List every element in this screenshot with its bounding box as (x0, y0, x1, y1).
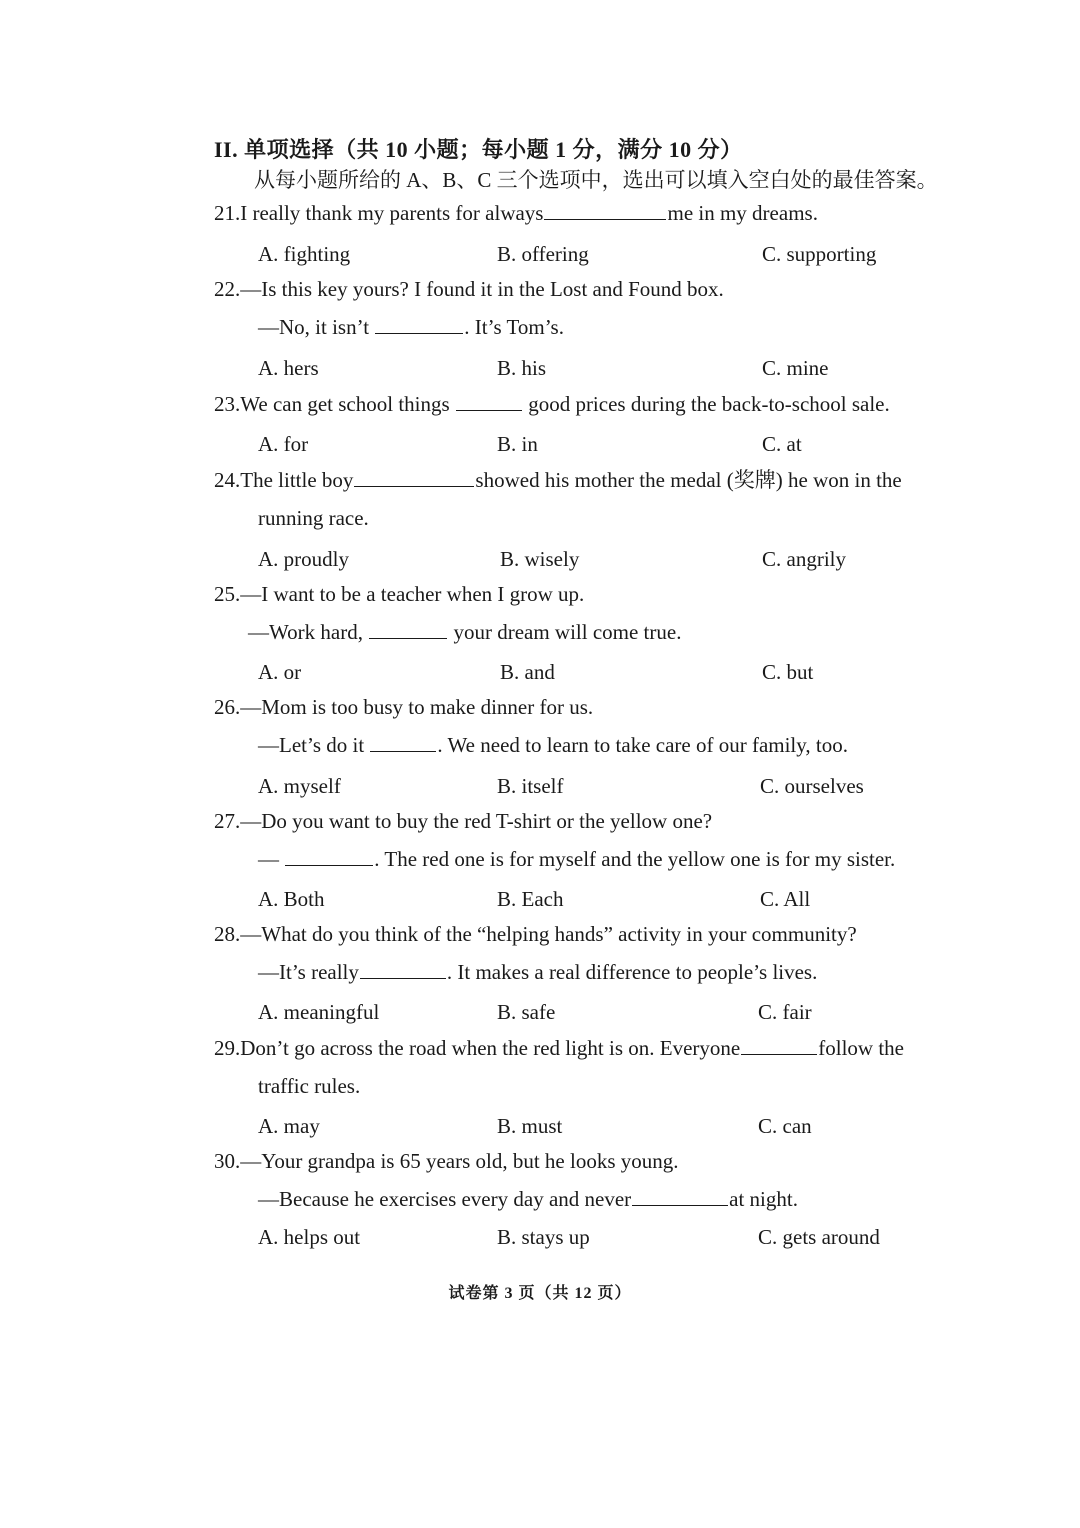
section-instruction: 从每小题所给的 A、B、C 三个选项中，选出可以填入空白处的最佳答案。 (254, 168, 938, 192)
page-footer: 试卷第 3 页（共 12 页） (448, 1285, 632, 1302)
question-text: —I want to be a teacher when I grow up. (240, 582, 585, 606)
answer-blank[interactable] (632, 1186, 728, 1206)
question-text: —Mom is too busy to make dinner for us. (240, 695, 594, 719)
answer-option: B. Each (497, 887, 564, 911)
question-number: 22. (214, 277, 241, 301)
answer-option: A. fighting (258, 242, 351, 266)
question-text: me in my dreams. (667, 201, 818, 225)
answer-option: B. must (497, 1114, 563, 1138)
question-line (258, 732, 848, 758)
answer-option: B. his (497, 356, 547, 380)
answer-option: A. Both (258, 887, 325, 911)
answer-option: A. myself (258, 774, 341, 798)
question-line (214, 921, 857, 947)
answer-blank[interactable] (544, 200, 666, 220)
question-text: good prices during the back-to-school sale. (522, 392, 890, 416)
question-text: . It makes a real difference to people’s lives. (446, 960, 818, 984)
question-text: your dream will come true. (448, 620, 682, 644)
question-text: at night. (729, 1187, 798, 1211)
question-text: running race. (258, 506, 369, 530)
answer-option: B. offering (497, 242, 589, 266)
answer-option: C. angrily (762, 547, 846, 571)
answer-option: C. at (762, 432, 802, 456)
answer-option: A. meaningful (258, 1000, 380, 1024)
answer-option: C. gets around (758, 1225, 880, 1249)
answer-option: C. supporting (762, 242, 877, 266)
question-number: 25. (214, 582, 241, 606)
question-text: —Work hard, (248, 620, 369, 644)
answer-option: A. helps out (258, 1225, 361, 1249)
question-number: 28. (214, 922, 241, 946)
question-text: showed his mother the medal (奖牌) he won in the (475, 468, 902, 492)
answer-blank[interactable] (285, 846, 373, 866)
answer-option: B. and (500, 660, 555, 684)
question-text: —Is this key yours? I found it in the Lost and Found box. (240, 277, 724, 301)
answer-option: C. can (758, 1114, 812, 1138)
question-line (214, 581, 584, 607)
question-text: follow the (818, 1036, 904, 1060)
question-number: 21. (214, 201, 241, 225)
answer-option: A. may (258, 1114, 320, 1138)
question-line (214, 391, 890, 417)
answer-option: A. for (258, 432, 309, 456)
question-text: . We need to learn to take care of our family, too. (437, 733, 848, 757)
question-text: . It’s Tom’s. (464, 315, 564, 339)
answer-blank[interactable] (741, 1035, 817, 1055)
answer-option: C. mine (762, 356, 829, 380)
answer-option: B. wisely (500, 547, 580, 571)
question-line (214, 1148, 679, 1174)
question-line (214, 200, 818, 226)
question-line (258, 505, 369, 531)
question-line (214, 808, 712, 834)
answer-blank[interactable] (360, 959, 446, 979)
question-text: — (258, 847, 285, 871)
question-text: —Your grandpa is 65 years old, but he looks young. (240, 1149, 679, 1173)
answer-option: B. itself (497, 774, 564, 798)
answer-option: A. proudly (258, 547, 349, 571)
question-number: 23. (214, 392, 241, 416)
question-number: 29. (214, 1036, 241, 1060)
question-line (258, 314, 564, 340)
answer-option: B. stays up (497, 1225, 590, 1249)
question-line (214, 276, 724, 302)
answer-option: C. but (762, 660, 814, 684)
question-line (214, 694, 593, 720)
answer-option: B. safe (497, 1000, 556, 1024)
question-line (214, 467, 902, 493)
question-text: traffic rules. (258, 1074, 361, 1098)
answer-option: C. fair (758, 1000, 812, 1024)
answer-option: A. or (258, 660, 302, 684)
question-line (258, 959, 817, 985)
answer-option: B. in (497, 432, 538, 456)
question-text: We can get school things (240, 392, 455, 416)
answer-blank[interactable] (370, 732, 436, 752)
question-line (214, 1035, 904, 1061)
question-text: —It’s really (258, 960, 359, 984)
question-number: 24. (214, 468, 241, 492)
question-text: —No, it isn’t (258, 315, 375, 339)
question-text: —What do you think of the “helping hands” activity in your community? (240, 922, 857, 946)
answer-blank[interactable] (375, 314, 463, 334)
answer-option: A. hers (258, 356, 319, 380)
question-number: 26. (214, 695, 241, 719)
answer-blank[interactable] (369, 619, 447, 639)
question-number: 27. (214, 809, 241, 833)
section-title: II. 单项选择（共 10 小题；每小题 1 分，满分 10 分） (214, 137, 743, 162)
question-line (258, 846, 895, 872)
answer-blank[interactable] (456, 391, 522, 411)
question-line (258, 1186, 798, 1212)
question-text: Don’t go across the road when the red light is on. Everyone (240, 1036, 741, 1060)
answer-blank[interactable] (354, 467, 474, 487)
answer-option: C. All (760, 887, 811, 911)
answer-option: C. ourselves (760, 774, 864, 798)
question-text: I really thank my parents for always (240, 201, 544, 225)
question-text: —Because he exercises every day and never (258, 1187, 632, 1211)
question-line (248, 619, 681, 645)
question-text: —Let’s do it (258, 733, 370, 757)
question-text: —Do you want to buy the red T-shirt or the yellow one? (240, 809, 713, 833)
question-line (258, 1073, 360, 1099)
question-number: 30. (214, 1149, 241, 1173)
question-text: The little boy (240, 468, 354, 492)
question-text: . The red one is for myself and the yellow one is for my sister. (374, 847, 896, 871)
